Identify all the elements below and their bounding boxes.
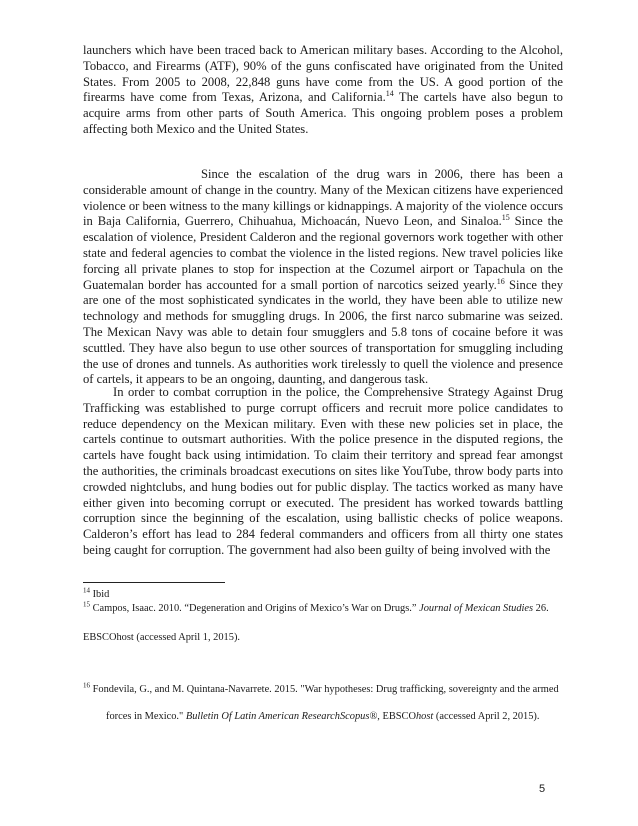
footnote-separator [83,582,225,583]
page-number: 5 [539,783,546,795]
paragraph-1-tail: The cartels have also begun to acquire arms from other parts of South America. This ongoing problem poses a problem affecting both Mexico and the United States. [83,90,563,136]
paragraph-1-text: launchers which have been traced back to American military bases. According to the Alcohol, Tobacco, and Firearms (ATF), 90% of the guns confiscated have originated from the United States. From 2005 to 2008, 22,848 guns have come from the US. A good portion of the firearms have come from Texas, Arizona, and California. [83,43,563,105]
paragraph-1 [83,43,563,138]
paragraph-2 [83,167,563,388]
footnote-16-journal: Bulletin Of Latin American ResearchScopus® [185,711,378,722]
paragraph-2-text-c: Since they are one of the most sophisticated syndicates in the world, they have been able to utilize new technology and methods for smuggling drugs. In 2006, the first narco submarine was seized. The Mexican Navy was able to detain four smugglers and 5.8 tons of cocaine before it was scuttled. They have also begun to use other sources of transportation for smuggling including the use of drones and tunnels. As authorities work tirelessly to quell the violence and presence of cartels, it appears to be an ongoing, daunting, and dangerous task. [83,277,563,387]
footnote-14-text: Ibid [90,589,110,600]
footnote-15-continuation: EBSCOhost (accessed April 1, 2015). [83,632,240,643]
footnote-16-line2-a: forces in Mexico." [106,711,186,722]
footnote-15-text: Campos, Isaac. 2010. “Degeneration and Origins of Mexico’s War on Drugs.” [90,603,420,614]
footnote-16-line2-b: , EBSCO [377,711,416,722]
paragraph-3 [83,385,563,559]
footnote-14-number: 14 [83,586,90,595]
footnote-16-text: Fondevila, G., and M. Quintana-Navarrete. 2015. "War hypotheses: Drug trafficking, sovereignty and the armed [90,684,559,695]
paragraph-2-text-b: Since the escalation of violence, President Calderon and the regional governors work together with other state and federal agencies to combat the violence in the listed regions. New travel policies like forcing all private planes to stop for inspection at the Cozumel airport or Tapachula on the Guatemalan border has accounted for a small portion of narcotics seized yearly. [83,214,563,292]
footnote-16-number: 16 [83,681,90,690]
footnote-ref-14[interactable]: 14 [385,89,394,99]
footnote-15-journal: Journal of Mexican Studies [419,603,534,614]
footnote-15-tail: 26. [533,603,549,614]
footnote-ref-16[interactable]: 16 [496,276,505,286]
footnote-15 [83,602,563,615]
footnote-15-number: 15 [83,600,90,609]
footnote-16-line2-c: (accessed April 2, 2015). [433,711,540,722]
paragraph-2-text-a: Since the escalation of the drug wars in 2006, there has been a considerable amount of change in the country. Many of the Mexican citizens have experienced violence or been witness to the many killings or kidnappings. A majority of the violence occurs in Baja California, Guerrero, Chihuahua, Michoacán, Nuevo Leon, and Sinaloa. [83,167,563,229]
paragraph-3-text: In order to combat corruption in the police, the Comprehensive Strategy Against Drug Trafficking was established to purge corrupt officers and recruit more police candidates to reduce dependency on the Mexican military. Even with these new policies set in place, the cartels continue to outsmart authorities. With the police presence in the disputed regions, the cartels have fought back using intimidation. To claim their territory and spread fear amongst the authorities, the criminals broadcast executions on sites like YouTube, throw body parts into crowded nightclubs, and hung bodies out for public display. The tactics worked as many have either given into becoming corrupt or executed. The president has worked towards battling corruption since the beginning of the escalation, using ballistic checks of police weapons. Calderon’s effort has lead to 284 federal commanders and officers from all thirty one states being caught for corruption. The government had also been guilty of being involved with the [83,385,563,557]
footnote-14 [83,588,109,601]
footnote-16-host: host [415,711,434,722]
footnote-ref-15[interactable]: 15 [501,213,510,223]
footnote-16-continuation [106,710,539,723]
footnote-16 [83,683,563,696]
